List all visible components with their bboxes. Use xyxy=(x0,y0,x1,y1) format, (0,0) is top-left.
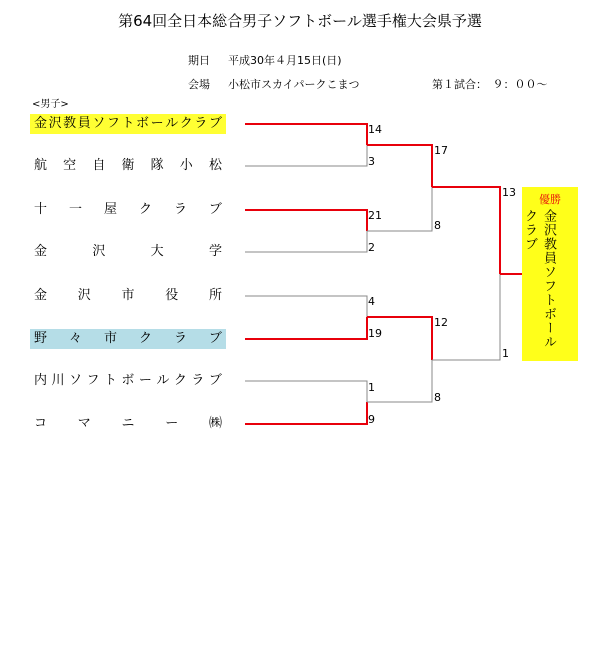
team-char: ル xyxy=(165,116,179,131)
team-char: マ xyxy=(77,416,91,431)
bracket-line-team5 xyxy=(245,317,367,339)
team-char: ー xyxy=(165,416,179,431)
team-char: ラ xyxy=(191,373,205,388)
team-char: ブ xyxy=(208,373,222,388)
team-char: 十 xyxy=(34,202,48,217)
team-char: 金 xyxy=(34,116,48,131)
team-char: 沢 xyxy=(48,116,62,131)
team-char: ソ xyxy=(92,116,106,131)
score-r1-team4: 4 xyxy=(368,295,375,308)
bracket-line-sf1-top xyxy=(367,145,432,187)
team-char: 所 xyxy=(208,288,222,303)
bracket-line-team2 xyxy=(245,210,367,231)
champion-name: 金沢教員ソフトボールクラブ xyxy=(522,209,556,349)
bracket-line-team7 xyxy=(245,402,367,424)
score-r1-team1: 3 xyxy=(368,155,375,168)
score-r1-team2: 21 xyxy=(368,209,382,222)
team-char: ブ xyxy=(208,331,222,346)
team-char: 金 xyxy=(34,244,48,259)
team-char: 川 xyxy=(51,373,65,388)
team-char: 々 xyxy=(68,331,82,346)
team-char: ラ xyxy=(173,331,187,346)
date-label: 期日 xyxy=(188,54,210,67)
team-char: ク xyxy=(179,116,193,131)
score-sf2-bottom: 8 xyxy=(434,391,441,404)
team-char: ラ xyxy=(194,116,208,131)
team-char: 内 xyxy=(34,373,48,388)
team-char: 空 xyxy=(63,158,77,173)
score-final-bottom: 1 xyxy=(502,347,509,360)
section-label: <男子> xyxy=(32,99,69,110)
bracket-line-team1 xyxy=(245,145,367,166)
bracket-line-team3 xyxy=(245,231,367,252)
team-char: 衛 xyxy=(121,158,135,173)
venue-value: 小松市スカイパークこまつ xyxy=(228,78,360,91)
team-char: 松 xyxy=(208,158,222,173)
team-char: 教 xyxy=(63,116,77,131)
score-sf2-top: 12 xyxy=(434,316,448,329)
team-char: ク xyxy=(138,202,152,217)
team-char: ソ xyxy=(68,373,82,388)
team-char: ㈱ xyxy=(208,416,222,431)
team-char: 屋 xyxy=(103,202,117,217)
page-title: 第64回全日本総合男子ソフトボール選手権大会県予選 xyxy=(118,12,482,30)
team-char: 自 xyxy=(92,158,106,173)
team-char: 学 xyxy=(208,244,222,259)
team-char: フ xyxy=(86,373,100,388)
team-char: 航 xyxy=(34,158,48,173)
team-char: 役 xyxy=(165,288,179,303)
team-char: コ xyxy=(34,416,48,431)
team-char: ボ xyxy=(121,373,135,388)
team-char: ブ xyxy=(208,116,222,131)
team-char: 隊 xyxy=(150,158,164,173)
team-char: ニ xyxy=(121,416,135,431)
team-char: 大 xyxy=(150,244,164,259)
team-char: 員 xyxy=(77,116,91,131)
score-r1-team3: 2 xyxy=(368,241,375,254)
score-r1-team5: 19 xyxy=(368,327,382,340)
team-char: ー xyxy=(138,373,152,388)
champion-label: 優勝 xyxy=(539,193,561,206)
score-sf1-bottom: 8 xyxy=(434,219,441,232)
score-sf1-top: 17 xyxy=(434,144,448,157)
team-char: フ xyxy=(106,116,120,131)
score-r1-team7: 9 xyxy=(368,413,375,426)
venue-label: 会場 xyxy=(188,78,210,91)
team-char: ル xyxy=(156,373,170,388)
team-char: 野 xyxy=(34,331,48,346)
team-char: 沢 xyxy=(92,244,106,259)
team-char: 沢 xyxy=(77,288,91,303)
bracket-line-team6 xyxy=(245,381,367,402)
champion-box xyxy=(522,187,578,361)
bracket-line-final-top xyxy=(432,187,500,274)
team-char: ト xyxy=(103,373,117,388)
team-char: ボ xyxy=(136,116,150,131)
bracket-line-sf2-bottom xyxy=(367,360,432,402)
team-char: ブ xyxy=(208,202,222,217)
team-char: ラ xyxy=(173,202,187,217)
team-char: ク xyxy=(138,331,152,346)
score-r1-team0: 14 xyxy=(368,123,382,136)
bracket-line-team0 xyxy=(245,124,367,145)
team-char: 小 xyxy=(179,158,193,173)
team-char: 金 xyxy=(34,288,48,303)
team-char: 市 xyxy=(121,288,135,303)
score-r1-team6: 1 xyxy=(368,381,375,394)
team-char: ク xyxy=(173,373,187,388)
bracket-line-team4 xyxy=(245,296,367,317)
team-char: 一 xyxy=(68,202,82,217)
team-char: ー xyxy=(150,116,164,131)
score-final-top: 13 xyxy=(502,186,516,199)
team-char: 市 xyxy=(103,331,117,346)
first-game-time: 第１試合： ９：００～ xyxy=(432,78,548,91)
team-char: ト xyxy=(121,116,135,131)
date-value: 平成30年４月15日(日) xyxy=(228,54,342,67)
